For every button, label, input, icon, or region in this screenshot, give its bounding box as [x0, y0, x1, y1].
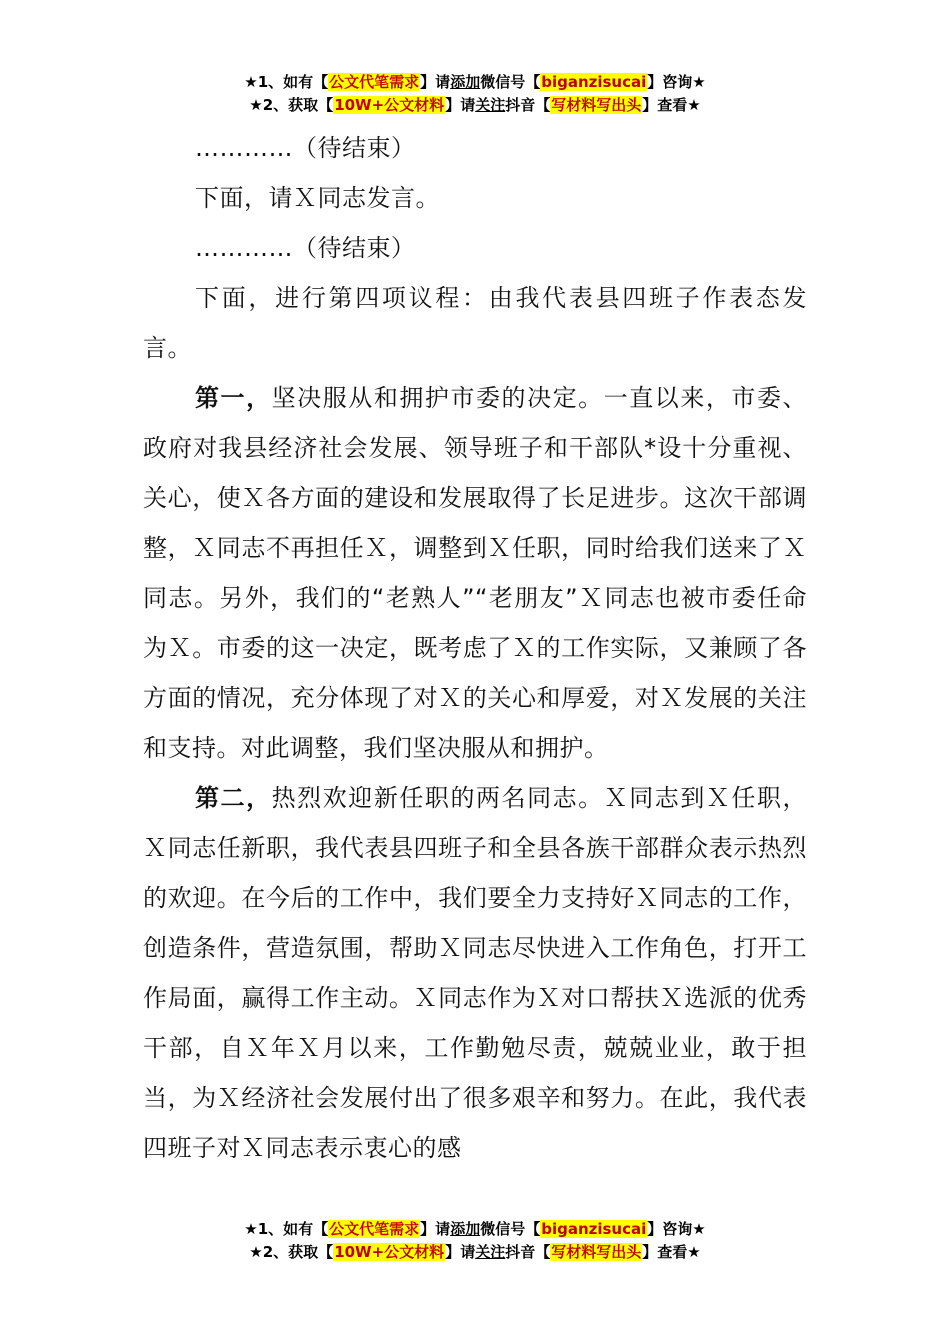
banner-line-2	[0, 1241, 950, 1264]
highlight-wechat-id: biganzisucai	[541, 73, 647, 91]
banner-text: 】请	[445, 1243, 476, 1261]
highlight-materials: 10W+公文材料	[334, 1243, 445, 1261]
document-body	[143, 123, 807, 1173]
point-one-text: 坚决服从和拥护市委的决定。一直以来，市委、政府对我县经济社会发展、领导班子和干部队*设十分重视、关心，使Ｘ各方面的建设和发展取得了长足进步。这次干部调整，Ｘ同志不再担任Ｘ，调整到Ｘ任职，同时给我们送来了Ｘ同志。另外，我们的“老熟人”“老朋友”Ｘ同志也被市委任命为Ｘ。市委的这一决定，既考虑了Ｘ的工作实际，又兼顾了各方面的情况，充分体现了对Ｘ的关心和厚爱，对Ｘ发展的关注和支持。对此调整，我们坚决服从和拥护。	[143, 384, 808, 762]
underlined-add: 添加	[450, 1220, 481, 1238]
banner-text: ★1、如有【	[244, 1220, 329, 1238]
paragraph-invite-speech: 下面，请Ｘ同志发言。	[195, 184, 440, 212]
paragraph-agenda-four: 下面，进行第四项议程：由我代表县四班子作表态发言。	[143, 284, 807, 362]
banner-text: 微信号【	[480, 1220, 541, 1238]
point-two-text: 热烈欢迎新任职的两名同志。Ｘ同志到Ｘ任职，Ｘ同志任新职，我代表县四班子和全县各族干部群众表示热烈的欢迎。在今后的工作中，我们要全力支持好Ｘ同志的工作，创造条件，营造氛围，帮助Ｘ同志尽快进入工作角色，打开工作局面，赢得工作主动。Ｘ同志作为Ｘ对口帮扶Ｘ选派的优秀干部，自Ｘ年Ｘ月以来，工作勤勉尽责，兢兢业业，敢于担当，为Ｘ经济社会发展付出了很多艰辛和努力。在此，我代表四班子对Ｘ同志表示衷心的感	[143, 784, 808, 1162]
highlight-wechat-id: biganzisucai	[541, 1220, 647, 1238]
header-banner	[0, 71, 950, 117]
paragraph-point-one	[143, 373, 807, 773]
banner-text: 抖音【	[505, 96, 551, 114]
underlined-add: 添加	[450, 73, 481, 91]
paragraph-pending-2: …………（待结束）	[195, 234, 416, 262]
highlight-douyin-account: 写材料写出头	[551, 1243, 642, 1261]
banner-text: 】查看★	[642, 96, 701, 114]
banner-text: 微信号【	[480, 73, 541, 91]
underlined-follow: 关注	[475, 96, 506, 114]
banner-text: 】查看★	[642, 1243, 701, 1261]
underlined-follow: 关注	[475, 1243, 506, 1261]
banner-text: ★1、如有【	[244, 73, 329, 91]
banner-line-1	[0, 1218, 950, 1241]
banner-text: 】请	[445, 96, 476, 114]
highlight-ghostwriting: 公文代笔需求	[329, 73, 420, 91]
highlight-ghostwriting: 公文代笔需求	[329, 1220, 420, 1238]
banner-text: ★2、获取【	[249, 1243, 334, 1261]
footer-banner	[0, 1218, 950, 1264]
paragraph-point-two	[143, 773, 807, 1173]
highlight-douyin-account: 写材料写出头	[551, 96, 642, 114]
highlight-materials: 10W+公文材料	[334, 96, 445, 114]
banner-text: 】请	[420, 1220, 451, 1238]
banner-text: 】咨询★	[647, 73, 706, 91]
banner-text: 】咨询★	[647, 1220, 706, 1238]
banner-line-2	[0, 94, 950, 117]
banner-text: 抖音【	[505, 1243, 551, 1261]
paragraph-pending-1: …………（待结束）	[195, 134, 416, 162]
point-two-lead: 第二，	[195, 784, 272, 812]
banner-text: 】请	[420, 73, 451, 91]
point-one-lead: 第一，	[195, 384, 272, 412]
banner-line-1	[0, 71, 950, 94]
banner-text: ★2、获取【	[249, 96, 334, 114]
